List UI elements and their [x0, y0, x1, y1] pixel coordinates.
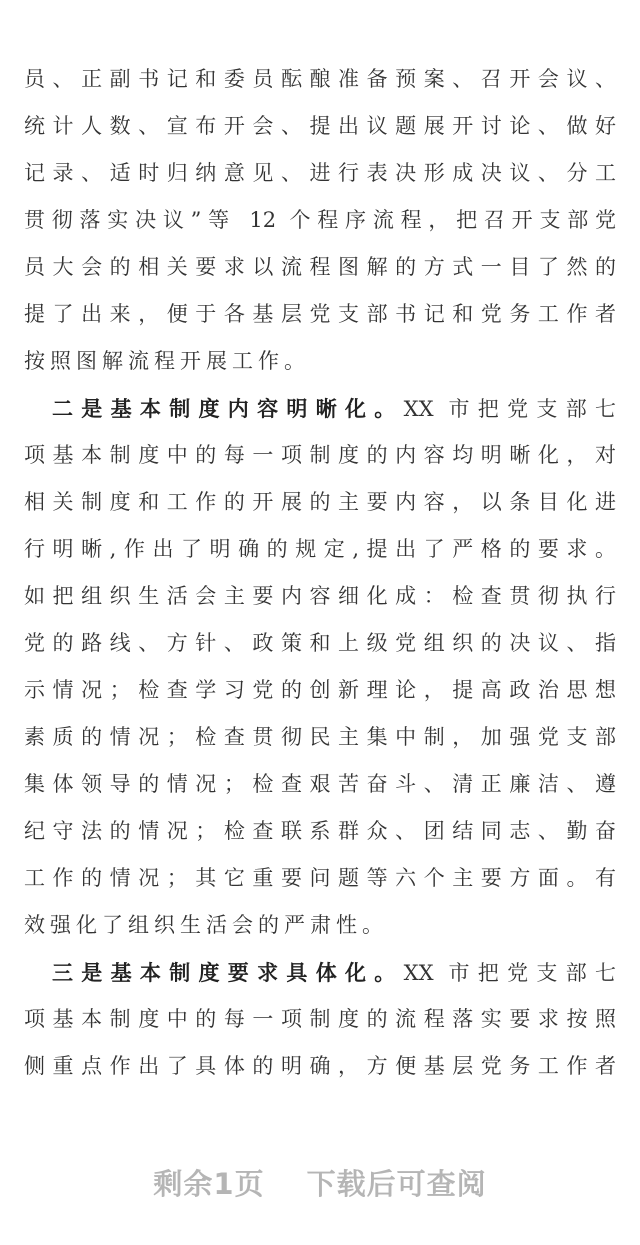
download-prompt[interactable]	[0, 1162, 640, 1203]
text-line: 员大会的相关要求以流程图解的方式一目了然的	[24, 255, 616, 279]
paragraph-1	[24, 56, 616, 385]
remaining-pages-label: 剩余1页	[153, 1167, 265, 1201]
text-line: 统计人数、宣布开会、提出议题展开讨论、做好	[24, 114, 616, 138]
text-line: 效强化了组织生活会的严肃性。	[24, 913, 388, 937]
text-line: 如把组织生活会主要内容细化成：检查贯彻执行	[24, 584, 616, 608]
paragraph-3	[24, 949, 616, 1090]
text-line: 党的路线、方针、政策和上级党组织的决议、指	[24, 631, 616, 655]
text-line: 集体领导的情况；检查艰苦奋斗、清正廉洁、遵	[24, 772, 616, 796]
paragraph-lead-rest: XX 市把党支部七	[403, 961, 616, 985]
paragraph-lead: 二是基本制度内容明晰化。	[52, 396, 404, 421]
text-line: 项基本制度中的每一项制度的流程落实要求按照	[24, 1007, 616, 1031]
text-line: 工作的情况；其它重要问题等六个主要方面。有	[24, 866, 616, 890]
text-line: 贯彻落实决议”等 12 个程序流程，把召开支部党	[24, 208, 616, 232]
paragraph-lead: 三是基本制度要求具体化。	[52, 960, 404, 985]
text-line: 行明晰,作出了明确的规定,提出了严格的要求。	[24, 537, 616, 561]
paragraph-2	[24, 385, 616, 949]
paragraph-lead-rest: XX 市把党支部七	[403, 397, 616, 421]
text-line: 纪守法的情况；检查联系群众、团结同志、勤奋	[24, 819, 616, 843]
text-line: 示情况；检查学习党的创新理论，提高政治思想	[24, 678, 616, 702]
document-body	[24, 56, 616, 1090]
text-line: 员、正副书记和委员酝酿准备预案、召开会议、	[24, 67, 616, 91]
text-line: 按照图解流程开展工作。	[24, 349, 310, 373]
text-line: 侧重点作出了具体的明确，方便基层党务工作者	[24, 1054, 616, 1078]
text-line	[24, 385, 616, 432]
text-line: 提了出来，便于各基层党支部书记和党务工作者	[24, 302, 616, 326]
text-line	[24, 949, 616, 996]
download-to-view-label[interactable]: 下载后可查阅	[306, 1167, 487, 1201]
text-line: 项基本制度中的每一项制度的内容均明晰化，对	[24, 443, 616, 467]
text-line: 素质的情况；检查贯彻民主集中制，加强党支部	[24, 725, 616, 749]
text-line: 相关制度和工作的开展的主要内容，以条目化进	[24, 490, 616, 514]
text-line: 记录、适时归纳意见、进行表决形成决议、分工	[24, 161, 616, 185]
